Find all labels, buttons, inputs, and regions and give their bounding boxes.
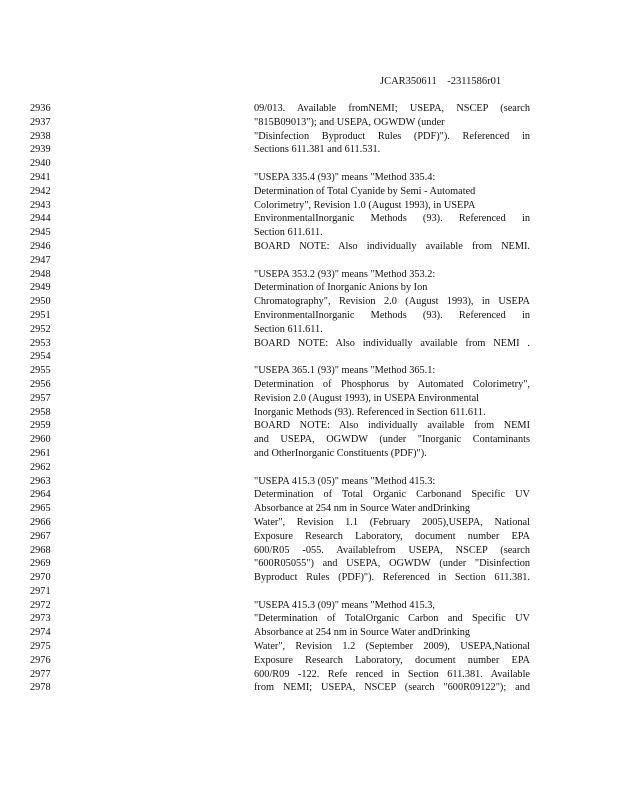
text-line xyxy=(0,461,618,475)
line-number: 2941 xyxy=(30,171,51,183)
text-line xyxy=(0,544,618,558)
line-number: 2964 xyxy=(30,489,51,501)
line-text: 600/R09 -122. Refe renced in Section 611.381. Available xyxy=(254,668,530,680)
text-line xyxy=(0,502,618,516)
line-text: Water", Revision 1.1 (February 2005),USEPA, National xyxy=(254,516,530,528)
text-line xyxy=(0,392,618,406)
text-line xyxy=(0,309,618,323)
line-number: 2977 xyxy=(30,668,51,680)
line-number: 2961 xyxy=(30,447,51,459)
text-line xyxy=(0,419,618,433)
text-line xyxy=(0,212,618,226)
line-text: Determination of Total Organic Carbonand Specific UV xyxy=(254,489,530,501)
text-line xyxy=(0,447,618,461)
text-line xyxy=(0,254,618,268)
line-number: 2946 xyxy=(30,240,51,252)
line-text: "600R05055") and USEPA, OGWDW (under "Disinfection xyxy=(254,558,530,570)
line-text: from NEMI; USEPA, NSCEP (search "600R09122"); and xyxy=(254,682,530,694)
line-number: 2957 xyxy=(30,392,51,404)
text-line xyxy=(0,585,618,599)
line-number: 2971 xyxy=(30,585,51,597)
line-number: 2970 xyxy=(30,572,51,584)
line-text: 600/R05 -055. Availablefrom USEPA, NSCEP (search xyxy=(254,544,530,556)
text-line xyxy=(0,626,618,640)
line-text: Absorbance at 254 nm in Source Water andDrinking xyxy=(254,627,471,639)
text-line xyxy=(0,323,618,337)
line-number: 2950 xyxy=(30,296,51,308)
line-number: 2945 xyxy=(30,227,51,239)
line-number: 2936 xyxy=(30,103,51,114)
line-number: 2978 xyxy=(30,682,51,694)
line-text: "Determination of TotalOrganic Carbon and Specific UV xyxy=(254,613,530,625)
text-line xyxy=(0,240,618,254)
line-text: BOARD NOTE: Also individually available from NEMI xyxy=(254,420,530,432)
line-text: "Disinfection Byproduct Rules (PDF)"). Referenced in xyxy=(254,130,530,142)
line-number: 2975 xyxy=(30,641,51,653)
text-line xyxy=(0,102,618,116)
line-text: Determination of Phosphorus by Automated Colorimetry", xyxy=(254,378,530,390)
line-number: 2953 xyxy=(30,337,51,349)
line-number: 2943 xyxy=(30,199,51,211)
line-text: "USEPA 415.3 (09)" means "Method 415.3, xyxy=(254,599,435,611)
line-text: "815B09013"); and USEPA, OGWDW (under xyxy=(254,116,445,128)
line-text: and OtherInorganic Constituents (PDF)"). xyxy=(254,447,427,459)
line-text: EnvironmentalInorganic Methods (93). Referenced in xyxy=(254,309,530,321)
line-text: and USEPA, OGWDW (under "Inorganic Contaminants xyxy=(254,434,530,446)
line-number: 2949 xyxy=(30,282,51,294)
text-line xyxy=(0,488,618,502)
text-line xyxy=(0,571,618,585)
line-number: 2973 xyxy=(30,613,51,625)
line-text: "USEPA 335.4 (93)" means "Method 335.4: xyxy=(254,171,436,183)
line-text: Byproduct Rules (PDF)"). Referenced in Section 611.381. xyxy=(254,572,530,584)
line-number: 2939 xyxy=(30,144,51,156)
line-number: 2967 xyxy=(30,530,51,542)
text-line xyxy=(0,530,618,544)
line-text: Determination of Inorganic Anions by Ion xyxy=(254,282,428,294)
line-number: 2958 xyxy=(30,406,51,418)
line-text: Colorimetry", Revision 1.0 (August 1993), in USEPA xyxy=(254,199,476,211)
text-line xyxy=(0,295,618,309)
line-text: BOARD NOTE: Also individually available from NEMI . xyxy=(254,337,530,349)
line-text: BOARD NOTE: Also individually available from NEMI. xyxy=(254,240,530,252)
text-line xyxy=(0,337,618,351)
line-number: 2968 xyxy=(30,544,51,556)
document-id-header: JCAR350611 -2311586r01 xyxy=(380,76,502,87)
text-line xyxy=(0,143,618,157)
text-line xyxy=(0,654,618,668)
line-number: 2937 xyxy=(30,116,51,128)
line-number: 2974 xyxy=(30,627,51,639)
line-text: Section 611.611. xyxy=(254,323,323,335)
text-line xyxy=(0,281,618,295)
line-text: "USEPA 415.3 (05)" means "Method 415.3: xyxy=(254,475,436,487)
line-number: 2948 xyxy=(30,268,51,280)
line-text: EnvironmentalInorganic Methods (93). Referenced in xyxy=(254,213,530,225)
text-line xyxy=(0,475,618,489)
document-body xyxy=(0,102,618,695)
text-line xyxy=(0,116,618,130)
line-text: Exposure Research Laboratory, document number EPA xyxy=(254,654,530,666)
line-text: Absorbance at 254 nm in Source Water andDrinking xyxy=(254,503,471,515)
line-number: 2966 xyxy=(30,516,51,528)
line-text: Exposure Research Laboratory, document number EPA xyxy=(254,530,530,542)
line-number: 2938 xyxy=(30,130,51,142)
line-text: Section 611.611. xyxy=(254,227,323,239)
text-line xyxy=(0,226,618,240)
text-line xyxy=(0,640,618,654)
text-line xyxy=(0,130,618,144)
line-number: 2947 xyxy=(30,254,51,266)
line-text: "USEPA 365.1 (93)" means "Method 365.1: xyxy=(254,365,436,377)
line-number: 2963 xyxy=(30,475,51,487)
line-number: 2942 xyxy=(30,185,51,197)
text-line xyxy=(0,157,618,171)
text-line xyxy=(0,557,618,571)
text-line xyxy=(0,433,618,447)
line-number: 2962 xyxy=(30,461,51,473)
text-line xyxy=(0,199,618,213)
line-number: 2956 xyxy=(30,378,51,390)
text-line xyxy=(0,364,618,378)
line-number: 2959 xyxy=(30,420,51,432)
text-line xyxy=(0,599,618,613)
line-text: Water", Revision 1.2 (September 2009), USEPA,National xyxy=(254,641,530,653)
line-number: 2972 xyxy=(30,599,51,611)
text-line xyxy=(0,516,618,530)
line-number: 2969 xyxy=(30,558,51,570)
line-number: 2952 xyxy=(30,323,51,335)
line-text: Sections 611.381 and 611.531. xyxy=(254,144,381,156)
text-line xyxy=(0,378,618,392)
line-text: Inorganic Methods (93). Referenced in Section 611.611. xyxy=(254,406,486,418)
line-text: Chromatography", Revision 2.0 (August 1993), in USEPA xyxy=(254,296,530,308)
text-line xyxy=(0,350,618,364)
line-number: 2951 xyxy=(30,309,51,321)
line-number: 2940 xyxy=(30,158,51,170)
line-number: 2976 xyxy=(30,654,51,666)
line-text: 09/013. Available fromNEMI; USEPA, NSCEP (search xyxy=(254,103,530,114)
line-text: Determination of Total Cyanide by Semi - Automated xyxy=(254,185,476,197)
line-number: 2960 xyxy=(30,434,51,446)
text-line xyxy=(0,185,618,199)
line-text: Revision 2.0 (August 1993), in USEPA Environmental xyxy=(254,392,480,404)
line-text: "USEPA 353.2 (93)" means "Method 353.2: xyxy=(254,268,436,280)
line-number: 2965 xyxy=(30,503,51,515)
text-line xyxy=(0,171,618,185)
text-line xyxy=(0,268,618,282)
line-number: 2944 xyxy=(30,213,51,225)
text-line xyxy=(0,681,618,695)
line-number: 2955 xyxy=(30,365,51,377)
text-line xyxy=(0,406,618,420)
text-line xyxy=(0,612,618,626)
line-number: 2954 xyxy=(30,351,51,363)
text-line xyxy=(0,668,618,682)
